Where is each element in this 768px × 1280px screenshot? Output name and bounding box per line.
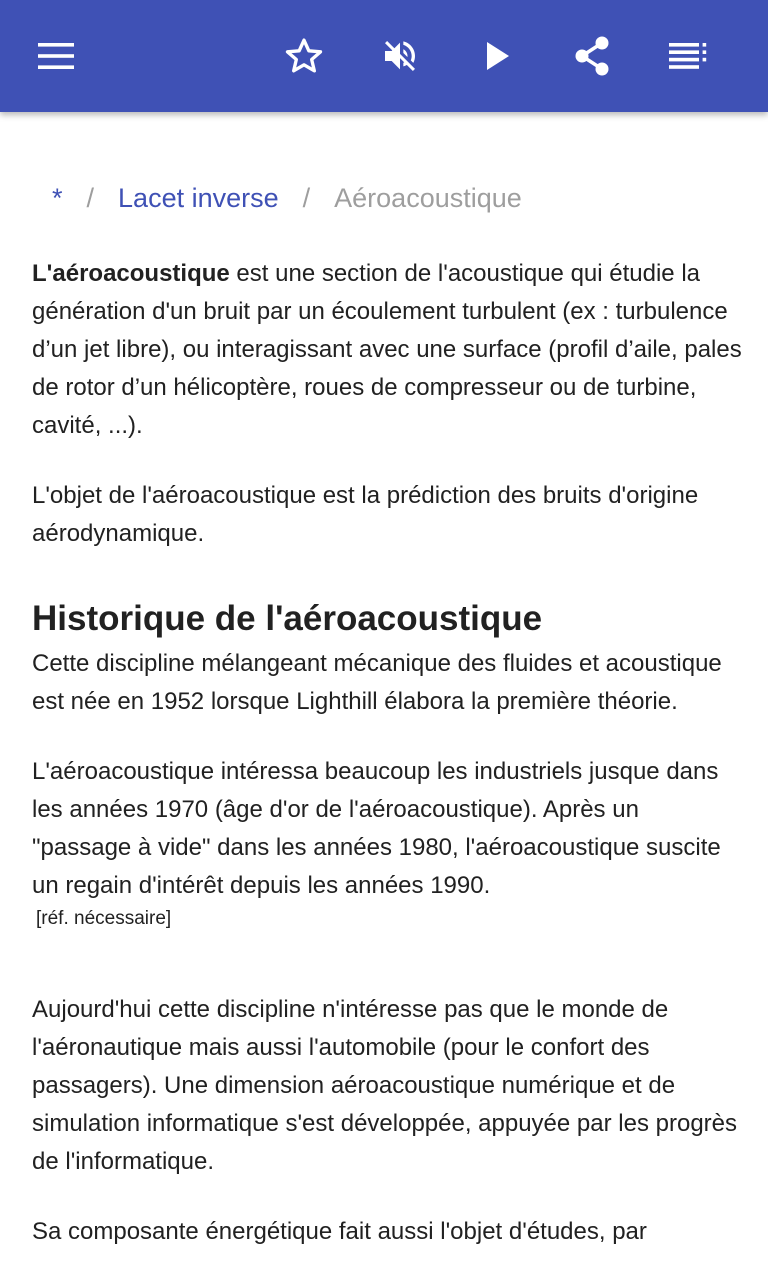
breadcrumb-separator: /: [302, 183, 311, 213]
breadcrumb-parent-link[interactable]: Lacet inverse: [118, 183, 279, 213]
article-content: [0, 112, 768, 1280]
menu-icon: [38, 42, 74, 70]
playlist-icon: [669, 43, 707, 69]
breadcrumb-separator: /: [86, 183, 95, 213]
table-of-contents-button[interactable]: [660, 28, 716, 84]
intro-text: est une section de l'acoustique qui étudie la génération d'un bruit par un écoulement turbulent (ex : turbulence d’un jet libre), ou interagissant avec une surface (profil d’aile, pales de rotor d’un hélicoptère, roues de compresseur ou de turbine, cavité, ...).: [32, 260, 742, 439]
app-toolbar: [0, 0, 768, 112]
paragraph-energy: Sa composante énergétique fait aussi l'objet d'études, par: [32, 1218, 647, 1245]
star-outline-icon: [284, 36, 324, 76]
play-button[interactable]: [470, 28, 526, 84]
citation-needed-note[interactable]: [réf. nécessaire]: [36, 908, 172, 929]
bookmark-button[interactable]: [276, 28, 332, 84]
section-heading-history: Historique de l'aéroacoustique: [32, 599, 543, 638]
menu-button[interactable]: [28, 28, 84, 84]
paragraph-industry: L'aéroacoustique intéressa beaucoup les industriels jusque dans les années 1970 (âge d'or de l'aéroacoustique). Après un "passage à vide" dans les années 1980, l'aéroacoustique suscite un regain d'intérêt depuis les années 1990.: [32, 758, 721, 899]
breadcrumb-root-link[interactable]: *: [52, 183, 63, 213]
paragraph-origin: Cette discipline mélangeant mécanique des fluides et acoustique est née en 1952 lorsque Lighthill élabora la première théorie.: [32, 650, 722, 715]
share-button[interactable]: [564, 28, 620, 84]
play-icon: [483, 40, 513, 72]
intro-paragraph: [32, 255, 742, 445]
paragraph-object: L'objet de l'aéroacoustique est la prédiction des bruits d'origine aérodynamique.: [32, 482, 699, 547]
paragraph-today: Aujourd'hui cette discipline n'intéresse pas que le monde de l'aéronautique mais aussi l'automobile (pour le confort des passagers). Une dimension aéroacoustique numérique et de simulation informatique s'est développée, appuyée par les progrès de l'informatique.: [32, 996, 737, 1175]
volume-off-icon: [380, 36, 420, 76]
mute-button[interactable]: [372, 28, 428, 84]
share-icon: [572, 35, 612, 77]
breadcrumb-current: Aéroacoustique: [334, 183, 522, 213]
article-body: [32, 255, 742, 1280]
breadcrumb: [52, 180, 522, 216]
intro-term: L'aéroacoustique: [32, 260, 230, 287]
